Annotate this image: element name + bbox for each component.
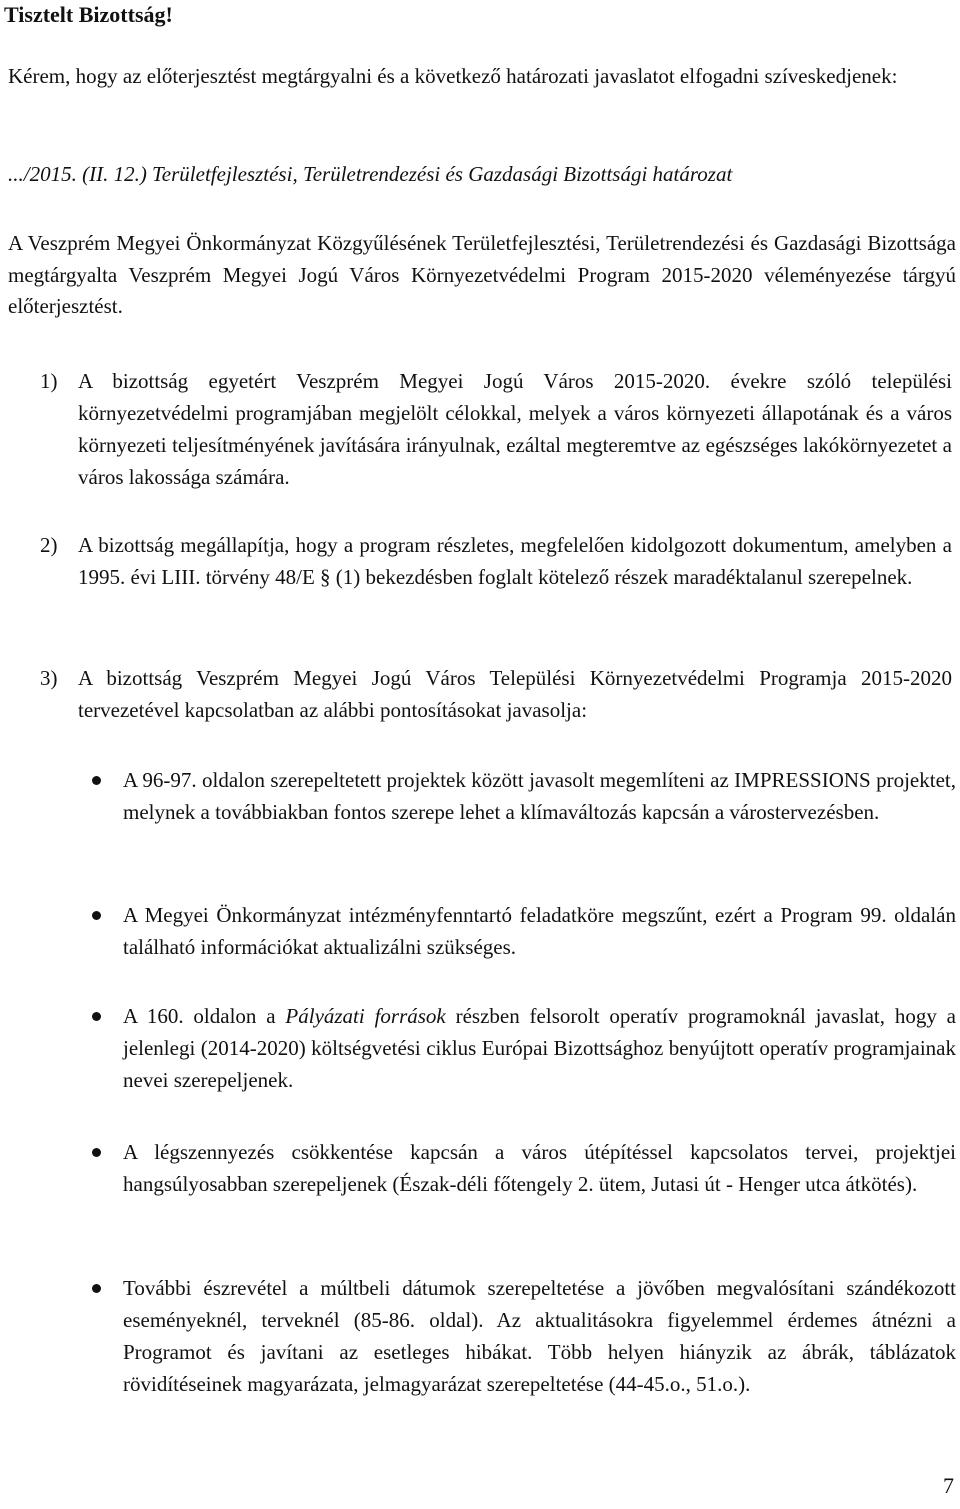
bullet-text-part: részben felsorolt operatív programoknál javaslat, hogy a jelenlegi (2014-2020) költségvetési ciklus Európai Bizottsághoz benyújtott operatív programjainak nevei szerepeljenek. — [123, 1004, 957, 1092]
item-number: 1) — [40, 369, 58, 393]
numbered-item-3 — [40, 662, 952, 726]
bullet-item — [92, 899, 956, 963]
bullet-text: További észrevétel a múltbeli dátumok szerepeltetése a jövőben megvalósítani szándékozott eseményeknél, terveknél (85-86. oldal). Az aktualitásokra figyelemmel érdemes átnézni a Programot és javítani az esetleges hibákat. Több helyen hiányzik az ábrák, táblázatok rövidítéseinek magyarázata, jelmagyarázat szerepeltetése (44-45.o., 51.o.). — [123, 1276, 956, 1396]
item-number: 3) — [40, 666, 58, 690]
bullet-text: A Megyei Önkormányzat intézményfenntartó feladatköre megszűnt, ezért a Program 99. oldalán található információkat aktualizálni szükséges. — [123, 903, 956, 959]
bullet-text-part: A 160. oldalon a — [123, 1004, 286, 1028]
bullet-item — [92, 1000, 956, 1096]
resolution-title: .../2015. (II. 12.) Területfejlesztési, Területrendezési és Gazdasági Bizottsági határozat — [8, 162, 733, 186]
bullet-dot-icon — [92, 911, 101, 920]
bullet-text: A 96-97. oldalon szerepeltetett projektek között javasolt megemlíteni az IMPRESSIONS projektet, melynek a továbbiakban fontos szerepe lehet a klímaváltozás kapcsán a várostervezésben. — [123, 768, 956, 824]
item-text: A bizottság egyetért Veszprém Megyei Jogú Város 2015-2020. évekre szóló települési környezetvédelmi programjában megjelölt célokkal, melyek a város környezeti állapotának és a város környezeti teljesítményének javítására irányulnak, ezáltal megteremtve az egészséges lakókörnyezetet a város lakossága számára. — [78, 369, 952, 489]
numbered-item-1 — [40, 365, 952, 493]
bullet-dot-icon — [92, 1148, 101, 1157]
item-number: 2) — [40, 533, 58, 557]
salutation: Tisztelt Bizottság! — [4, 2, 173, 27]
item-text: A bizottság megállapítja, hogy a program részletes, megfelelően kidolgozott dokumentum, amelyben a 1995. évi LIII. törvény 48/E § (1) bekezdésben foglalt kötelező részek maradéktalanul szerepelnek. — [78, 533, 952, 589]
item-text: A bizottság Veszprém Megyei Jogú Város Települési Környezetvédelmi Programja 2015-2020 tervezetével kapcsolatban az alábbi pontosításokat javasolja: — [78, 666, 952, 722]
bullet-text: A légszennyezés csökkentése kapcsán a város útépítéssel kapcsolatos tervei, projektjei hangsúlyosabban szerepeljenek (Észak-déli főtengely 2. ütem, Jutasi út - Henger utca átkötés). — [123, 1140, 956, 1196]
page-number: 7 — [943, 1473, 954, 1498]
program-section-name: Pályázati források — [285, 1004, 446, 1028]
intro-paragraph: Kérem, hogy az előterjesztést megtárgyalni és a következő határozati javaslatot elfogadni szíveskedjenek: — [8, 64, 898, 88]
numbered-item-2 — [40, 529, 952, 593]
bullet-item — [92, 1136, 956, 1200]
bullet-text — [92, 1000, 956, 1096]
bullet-item — [92, 764, 956, 828]
resolution-body: A Veszprém Megyei Önkormányzat Közgyűlésének Területfejlesztési, Területrendezési és Gazdasági Bizottsága megtárgyalta Veszprém Megyei Jogú Város Környezetvédelmi Program 2015-2020 véleményezése tárgyú előterjesztést. — [8, 231, 956, 318]
bullet-item — [92, 1272, 956, 1400]
bullet-dot-icon — [92, 776, 101, 785]
bullet-dot-icon — [92, 1284, 101, 1293]
bullet-dot-icon — [92, 1012, 101, 1021]
